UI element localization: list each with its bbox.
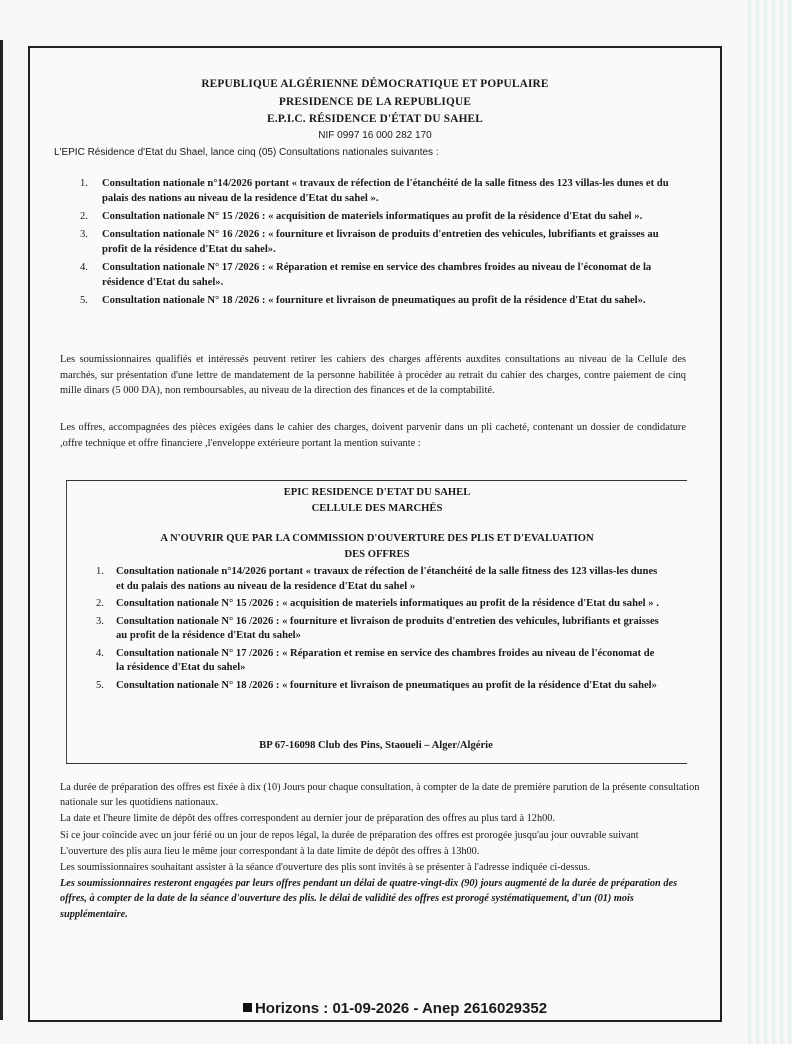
envelope-title-1: EPIC RESIDENCE D'ETAT DU SAHEL <box>283 487 471 498</box>
list-item <box>80 293 678 308</box>
list-item <box>80 209 678 224</box>
item-text: Consultation nationale N° 15 /2026 : « acquisition de materiels informatiques au profit de la résidence d'Etat du sahel » . <box>116 598 659 609</box>
conditions-section <box>60 780 700 923</box>
item-text: Consultation nationale N° 16 /2026 : « fourniture et livraison de produits d'entretien des vehicules, lubrifiants et graisses au profit de la résidence d'Etat du sahel». <box>102 229 659 255</box>
envelope-address: BP 67-16098 Club des Pins, Staoueli – Alger/Algérie <box>259 740 493 751</box>
item-number: 5. <box>96 679 104 691</box>
withdrawal-paragraph: Les soumissionnaires qualifiés et intéressés peuvent retirer les cahiers des charges afférents auxdites consultations au niveau de la Cellule des marchés, sur présentation d'une lettre de mandatement de la personne habilitée à procéder au retrait du cahier des charges, contre paiement de cinq mille dinars (5 000 DA), non remboursables, au niveau de la direction des finances et de la comptabilité. <box>60 354 686 396</box>
item-number: 1. <box>96 566 104 577</box>
list-item <box>80 176 678 206</box>
item-text: Consultation nationale n°14/2026 portant « travaux de réfection de l'étanchéité de la salle fitness des 123 villas-les dunes et du palais des nations au niveau de la residence d'Etat du sahel ». <box>102 178 669 204</box>
list-item <box>80 227 678 257</box>
envelope-title-3: A N'OUVRIR QUE PAR LA COMMISSION D'OUVERTURE DES PLIS ET D'EVALUATION <box>160 533 594 544</box>
envelope-title-4: DES OFFRES <box>344 549 410 560</box>
list-item <box>80 260 678 290</box>
item-text: Consultation nationale N° 17 /2026 : « Réparation et remise en service des chambres froides au niveau de l'économat de la résidence d'Etat du sahel» <box>116 647 655 673</box>
item-text: Consultation nationale N° 18 /2026 : « fourniture et livraison de pneumatiques au profit de la résidence d'Etat du sahel». <box>102 295 646 306</box>
submission-paragraph: Les offres, accompagnées des pièces exigées dans le cahier des charges, doivent parvenir dans un pli cacheté, contenant un dossier de condidature ,offre technique et offre financiere ,l'enveloppe extérieure portant la mention suivante : <box>60 422 686 449</box>
item-text: Consultation nationale N° 18 /2026 : « fourniture et livraison de pneumatiques au profit de la résidence d'Etat du sahel» <box>116 679 657 691</box>
list-item <box>96 647 664 676</box>
condition-paragraph: La durée de préparation des offres est fixée à dix (10) Jours pour chaque consultation, à compter de la date de première parution de la présente consultation nationale sur les quotidiens nationaux. <box>60 782 700 809</box>
item-number: 3. <box>96 615 104 627</box>
item-text: Consultation nationale N° 15 /2026 : « acquisition de materiels informatiques au profit de la résidence d'Etat du sahel ». <box>102 211 643 222</box>
list-item <box>96 597 664 612</box>
page-edge-line <box>0 40 3 1020</box>
item-number: 5. <box>80 295 88 306</box>
item-number: 2. <box>80 211 88 222</box>
list-item <box>96 565 664 594</box>
list-item <box>96 615 664 644</box>
condition-paragraph: Les soumissionnaires souhaitant assister à la séance d'ouverture des plis sont invités à se présenter à l'adresse indiquée ci-dessus. <box>60 862 591 874</box>
condition-paragraph: La date et l'heure limite de dépôt des offres correspondent au dernier jour de préparation des offres au plus tard à 12h00. <box>60 813 555 825</box>
publication-footer <box>0 1000 790 1017</box>
item-number: 1. <box>80 178 88 189</box>
item-number: 3. <box>80 229 88 240</box>
list-item <box>96 679 664 694</box>
header-line-3: E.P.I.C. RÉSIDENCE D'ÉTAT DU SAHEL <box>266 113 484 125</box>
item-number: 2. <box>96 598 104 609</box>
header-line-1: REPUBLIQUE ALGÉRIENNE DÉMOCRATIQUE ET POPULAIRE <box>201 78 549 90</box>
condition-paragraph: L'ouverture des plis aura lieu le même jour correspondant à la date limite de dépôt des offres à 13h00. <box>60 845 480 857</box>
footer-text: Horizons : 01-09-2026 - Anep 2616029352 <box>254 1000 548 1017</box>
item-text: Consultation nationale N° 17 /2026 : « Réparation et remise en service des chambres froides au niveau de l'économat de la résidence d'Etat du sahel». <box>102 262 652 288</box>
square-bullet-icon <box>243 1003 252 1012</box>
intro-text: L'EPIC Résidence d'Etat du Shael, lance cinq (05) Consultations nationales suivantes : <box>54 147 439 158</box>
item-number: 4. <box>96 647 104 659</box>
item-text: Consultation nationale N° 16 /2026 : « fourniture et livraison de produits d'entretien des vehicules, lubrifiants et graisses au profit de la résidence d'Etat du sahel» <box>116 615 659 641</box>
item-text: Consultation nationale n°14/2026 portant « travaux de réfection de l'étanchéité de la salle fitness des 123 villas-les dunes et du palais des nations au niveau de la residence d'Etat du sahel » <box>116 566 658 592</box>
header-line-2: PRESIDENCE DE LA REPUBLIQUE <box>278 96 472 108</box>
consultation-list <box>80 176 678 311</box>
scan-margin-strip <box>748 0 792 1044</box>
envelope-title-2: CELLULE DES MARCHÉS <box>311 503 443 514</box>
condition-paragraph: Les soumissionnaires resteront engagées par leurs offres pendant un délai de quatre-vingt-dix (90) jours augmenté de la durée de préparation des offres, à compter de la date de la séance d'ouverture des plis. le délai de validité des offres est prorogé systématiquement, d'un (01) mois supplémentaire. <box>60 878 678 920</box>
envelope-consultation-list <box>96 565 664 696</box>
header-nif: NIF 0997 16 000 282 170 <box>318 130 432 141</box>
item-number: 4. <box>80 262 88 273</box>
condition-paragraph: Si ce jour coïncide avec un jour férié ou un jour de repos légal, la durée de préparation des offres est prorogée jusqu'au jour ouvrable suivant <box>60 829 639 841</box>
